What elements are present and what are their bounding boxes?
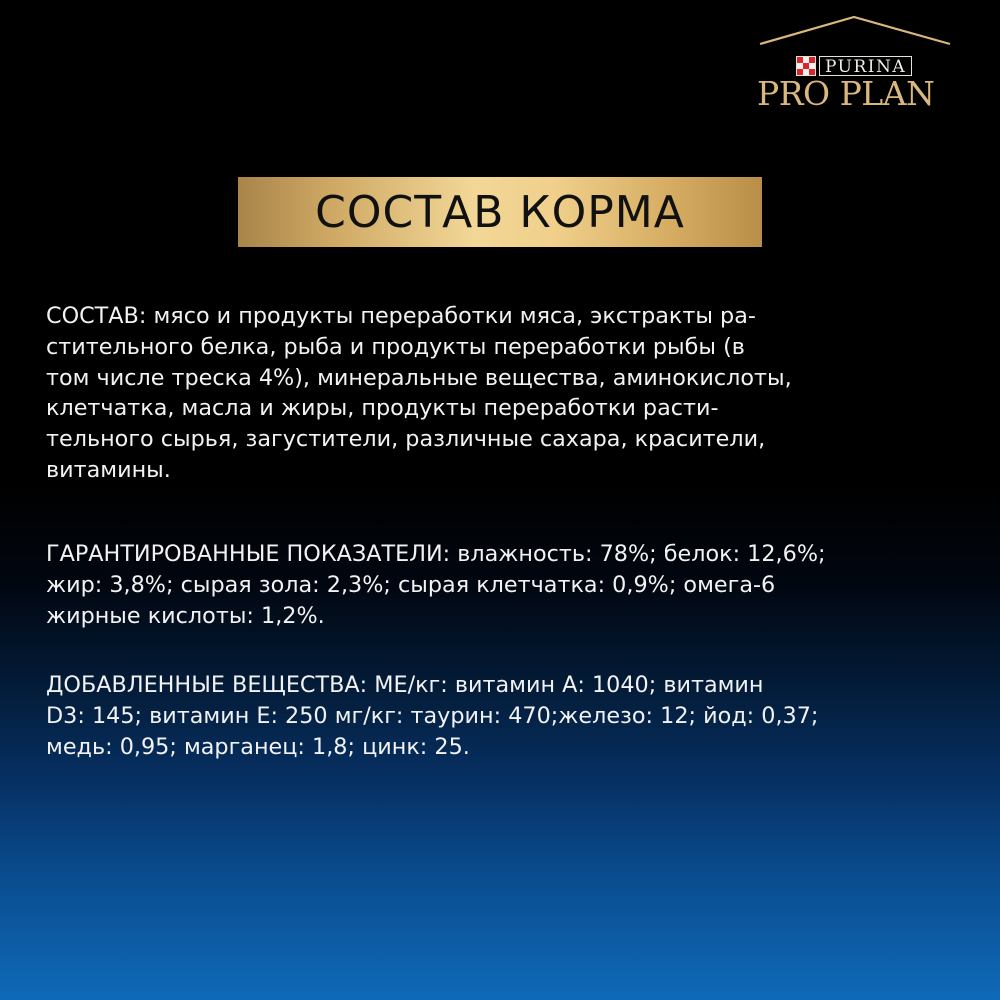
composition-paragraph	[46, 301, 961, 486]
proplan-wordmark: PRO PLAN	[757, 74, 935, 113]
additives-line: D3: 145; витамин Е: 250 мг/кг: таурин: 470;железо: 12; йод: 0,37;	[46, 702, 819, 729]
roof-arc-icon	[752, 14, 962, 54]
additives-line: ДОБАВЛЕННЫЕ ВЕЩЕСТВА: МЕ/кг: витамин А: 1040; витамин	[46, 672, 764, 698]
composition-line: стительного белка, рыба и продукты переработки рыбы (в	[46, 333, 745, 360]
guaranteed-line: жир: 3,8%; сырая зола: 2,3%; сырая клетчатка: 0,9%; омега-6	[46, 571, 776, 598]
composition-line: СОСТАВ: мясо и продукты переработки мяса, экстракты ра-	[46, 303, 756, 329]
guaranteed-analysis-paragraph	[46, 539, 961, 631]
additives-line: медь: 0,95; марганец: 1,8; цинк: 25.	[46, 733, 470, 760]
purina-pro-plan-logo	[752, 14, 962, 114]
composition-line: витамины.	[46, 456, 171, 483]
guaranteed-line: ГАРАНТИРОВАННЫЕ ПОКАЗАТЕЛИ: влажность: 78%; белок: 12,6%;	[46, 541, 826, 567]
additives-paragraph	[46, 670, 961, 762]
guaranteed-line: жирные кислоты: 1,2%.	[46, 602, 325, 629]
composition-line: клетчатка, масла и жиры, продукты переработки расти-	[46, 395, 719, 422]
composition-line: том числе треска 4%), минеральные вещества, аминокислоты,	[46, 364, 792, 391]
title-banner	[238, 177, 762, 247]
composition-line: тельного сырья, загустители, различные сахара, красители,	[46, 426, 766, 453]
purina-badge	[796, 56, 912, 76]
purina-wordmark: PURINA	[819, 56, 912, 76]
checkerboard-icon	[796, 56, 816, 76]
page-title: СОСТАВ КОРМА	[315, 186, 685, 238]
